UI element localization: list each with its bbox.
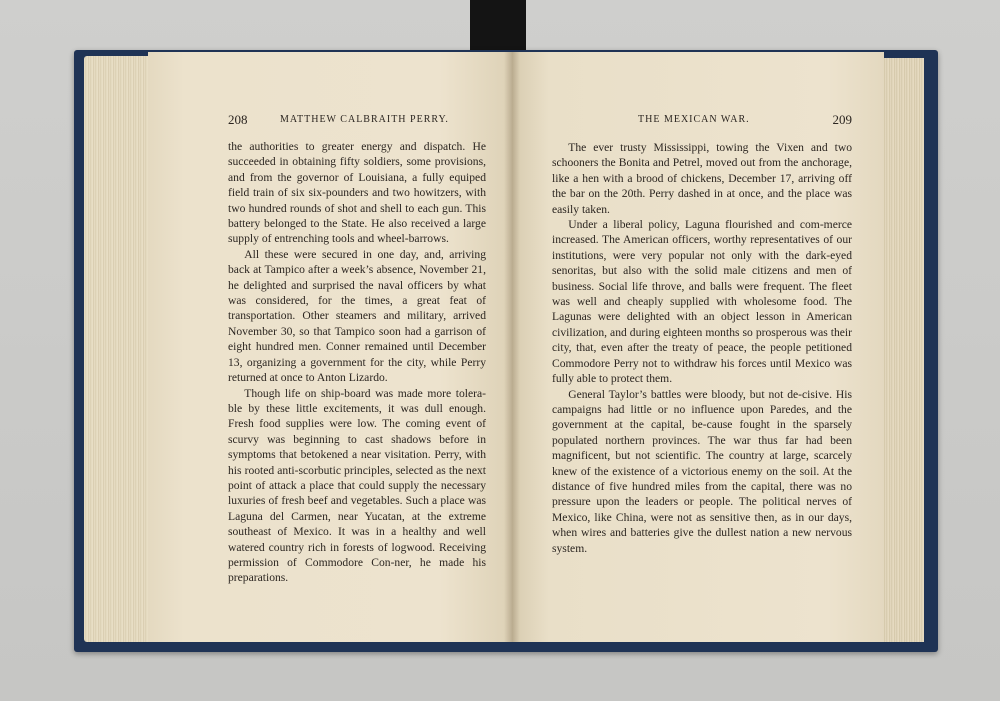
- left-page-edges: [84, 56, 150, 642]
- left-page: [148, 52, 512, 642]
- right-page: [512, 52, 884, 642]
- paragraph: General Taylor’s battles were bloody, but not de-cisive. His campaigns had little or no influence upon Paredes, and the government at the capital, be-cause fought in the sparsely populated northern provinces. The war thus far had been magnificent, but not scientific. The country at large, scarcely knew of the existence of a victorious enemy on the soil. At the distance of five hundred miles from the capital, there was no pressure upon the leaders or people. The political nerves of Mexico, like China, were not as sensitive then, as in our days, when wires and batteries give the dullest nation a new nervous system.: [552, 387, 852, 555]
- book-gutter: [504, 52, 520, 642]
- paragraph: All these were secured in one day, and, arriving back at Tampico after a week’s absence, November 21, he delighted and surprised the naval officers by what was considered, for the times, a great feat of transportation. Other steamers and military, arrived November 30, so that Tampico soon had a garrison of eight hundred men. Conner remained until December 13, organizing a government for the city, while Perry returned at once to Anton Lizardo.: [228, 247, 486, 385]
- paragraph: Under a liberal policy, Laguna flourished and com-merce increased. The American officers, worthy representatives of our institutions, were very popular not only with the dark-eyed senoritas, but also with the solid male citizens and men of business. Social life throve, and balls were frequent. The fleet was well and cheaply supplied with wholesome food. The Lagunas were delighted with an object lesson in American civilization, and during eighteen months so prosperous was their city, that, even after the treaty of peace, the people petitioned Commodore Perry not to withdraw his forces until Mexico was fully able to protect them.: [552, 218, 852, 386]
- left-running-title: MATTHEW CALBRAITH PERRY.: [280, 114, 449, 125]
- right-page-text: [552, 140, 852, 556]
- right-page-edges: [880, 58, 924, 642]
- paragraph: Though life on ship-board was made more tolera-ble by these little excitements, it was dull enough. Fresh food supplies were low. The coming event of scurvy was beginning to cast shadows before in symptoms that betokened a near visitation. Perry, with his rooted anti-scorbutic principles, selected as the next point of attack a place that could supply the necessary luxuries of fresh beef and vegetables. Such a place was Laguna del Carmen, near Yucatan, at the extreme southeast of Mexico. It was in a healthy and well watered country rich in forests of logwood. Receiving permission of Commodore Con-ner, he made his preparations.: [228, 386, 486, 585]
- paragraph: the authorities to greater energy and dispatch. He succeeded in obtaining fifty soldiers, some provisions, and from the governor of Louisiana, a fully equiped field train of six six-pounders and two howitzers, with two hundred rounds of shot and shell to each gun. This battery belonged to the State. He also received a large supply of entrenching tools and wheel-barrows.: [228, 140, 486, 246]
- bookmark-ribbon: [470, 0, 526, 56]
- right-running-title: THE MEXICAN WAR.: [638, 114, 750, 125]
- left-page-number: 208: [228, 112, 248, 127]
- right-page-number: 209: [832, 112, 852, 127]
- left-page-text: [228, 139, 486, 586]
- paragraph: The ever trusty Mississippi, towing the Vixen and two schooners the Bonita and Petrel, moved out from the anchorage, like a hen with a brood of chickens, December 17, arriving off the bar on the 20th. Perry dashed in at once, and the place was easily taken.: [552, 141, 852, 216]
